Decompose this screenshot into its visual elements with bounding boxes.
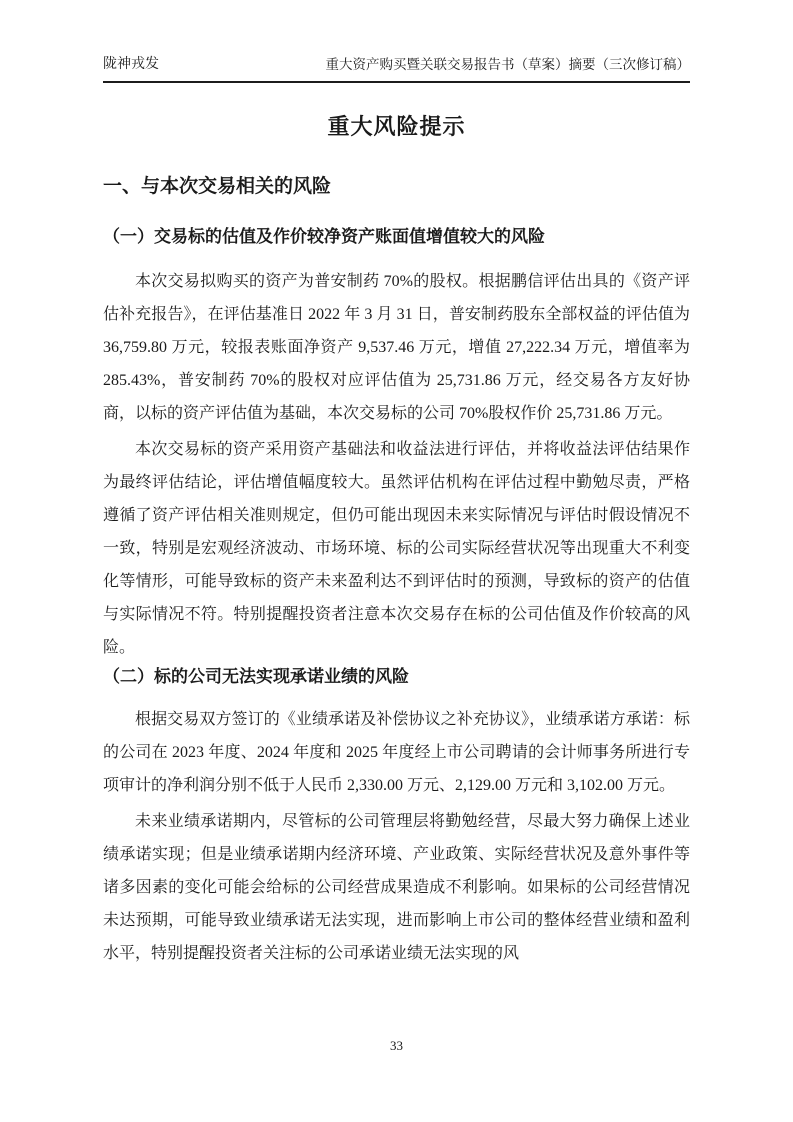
section-1-heading: 一、与本次交易相关的风险	[103, 176, 332, 197]
subsection-2-heading: （二）标的公司无法实现承诺业绩的风险	[103, 667, 409, 686]
subsection-2-paragraph-1: 根据交易双方签订的《业绩承诺及补偿协议之补充协议》，业绩承诺方承诺：标的公司在 2023 年度、2024 年度和 2025 年度经上市公司聘请的会计师事务所进行专项审计的净利润分别不低于人民币 2,330.00 万元、2,129.00 万元和 3,102.00 万元。	[103, 711, 690, 794]
subsection-2-paragraph-2: 未来业绩承诺期内，尽管标的公司管理层将勤勉经营，尽最大努力确保上述业绩承诺实现；但是业绩承诺期内经济环境、产业政策、实际经营状况及意外事件等诸多因素的变化可能会给标的公司经营成果造成不利影响。如果标的公司经营情况未达预期，可能导致业绩承诺无法实现，进而影响上市公司的整体经营业绩和盈利水平，特别提醒投资者关注标的公司承诺业绩无法实现的风	[103, 813, 690, 962]
header-company-name: 陇神戎发	[103, 57, 159, 72]
subsection-1-heading: （一）交易标的估值及作价较净资产账面值增值较大的风险	[103, 227, 545, 246]
header-report-title: 重大资产购买暨关联交易报告书（草案）摘要（三次修订稿）	[325, 57, 690, 72]
page-number: 33	[390, 1038, 403, 1053]
page-title: 重大风险提示	[327, 114, 466, 139]
subsection-1-paragraph-1: 本次交易拟购买的资产为普安制药 70%的股权。根据鹏信评估出具的《资产评估补充报告》，在评估基准日 2022 年 3 月 31 日，普安制药股东全部权益的评估值为 36,759.80 万元，较报表账面净资产 9,537.46 万元，增值 27,222.34 万元，增值率为 285.43%，普安制药 70%的股权对应评估值为 25,731.86 万元，经交易各方友好协商，以标的资产评估值为基础，本次交易标的公司 70%股权作价 25,731.86 万元。	[103, 273, 690, 422]
subsection-1-paragraph-2: 本次交易标的资产采用资产基础法和收益法进行评估，并将收益法评估结果作为最终评估结论，评估增值幅度较大。虽然评估机构在评估过程中勤勉尽责，严格遵循了资产评估相关准则规定，但仍可能出现因未来实际情况与评估时假设情况不一致，特别是宏观经济波动、市场环境、标的公司实际经营状况等出现重大不利变化等情形，可能导致标的资产未来盈利达不到评估时的预测，导致标的资产的估值与实际情况不符。特别提醒投资者注意本次交易存在标的公司估值及作价较高的风险。	[103, 441, 690, 656]
page-footer	[0, 1038, 793, 1054]
page-header	[103, 55, 690, 83]
